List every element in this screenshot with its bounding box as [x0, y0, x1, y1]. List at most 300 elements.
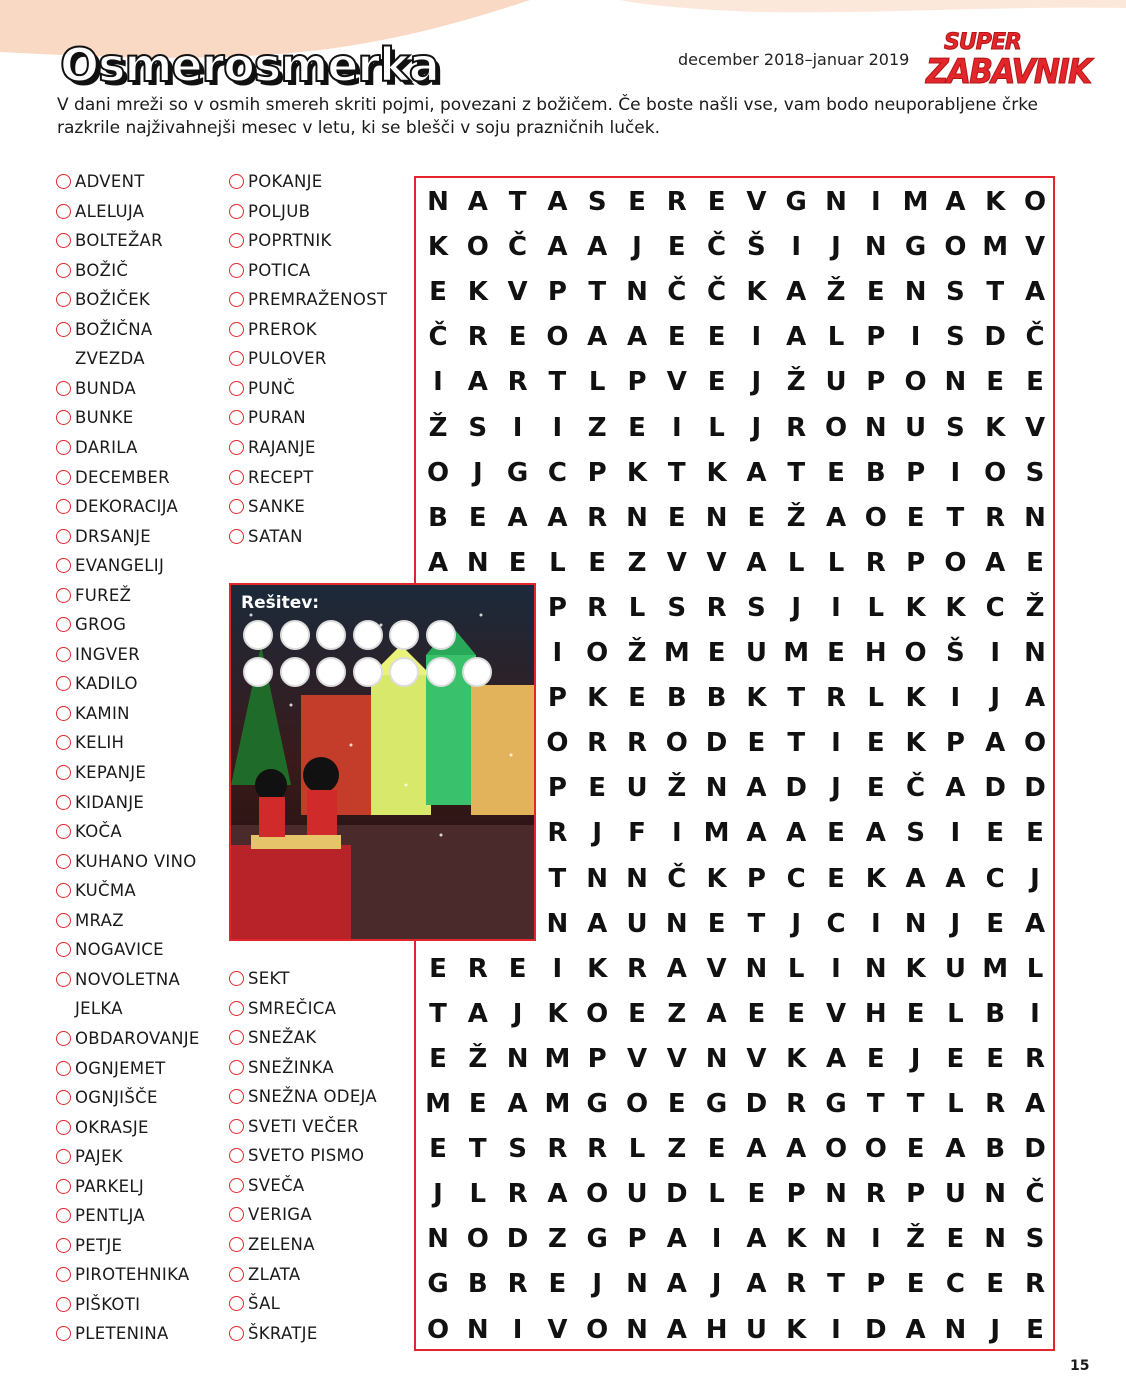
grid-letter[interactable]: K: [905, 953, 926, 984]
grid-letter[interactable]: S: [946, 322, 965, 353]
grid-letter[interactable]: E: [946, 1043, 965, 1074]
solution-letter-slot[interactable]: [389, 620, 419, 650]
grid-letter[interactable]: I: [870, 908, 881, 939]
grid-letter[interactable]: E: [628, 998, 646, 1029]
grid-letter[interactable]: P: [547, 592, 567, 623]
grid-letter[interactable]: V: [626, 1043, 648, 1074]
grid-letter[interactable]: D: [865, 1314, 887, 1345]
grid-letter[interactable]: Ž: [1025, 592, 1045, 623]
grid-letter[interactable]: A: [905, 1314, 926, 1345]
grid-letter[interactable]: V: [825, 998, 847, 1029]
grid-letter[interactable]: A: [825, 1043, 847, 1074]
grid-letter[interactable]: G: [825, 1089, 847, 1119]
grid-letter[interactable]: A: [1024, 1089, 1046, 1119]
word-checkbox[interactable]: [56, 174, 71, 189]
grid-letter[interactable]: U: [944, 953, 966, 984]
grid-letter[interactable]: L: [867, 683, 885, 714]
word-checkbox[interactable]: [229, 971, 244, 986]
grid-letter[interactable]: O: [824, 412, 848, 443]
grid-letter[interactable]: A: [985, 728, 1006, 759]
solution-letter-slot[interactable]: [316, 657, 346, 687]
word-checkbox[interactable]: [56, 263, 71, 278]
grid-letter[interactable]: E: [906, 1269, 925, 1300]
word-checkbox[interactable]: [229, 322, 244, 337]
word-checkbox[interactable]: [56, 1149, 71, 1164]
grid-letter[interactable]: U: [626, 773, 648, 804]
grid-letter[interactable]: M: [663, 638, 690, 668]
grid-letter[interactable]: Č: [1025, 322, 1045, 353]
grid-letter[interactable]: M: [544, 1043, 571, 1074]
grid-letter[interactable]: P: [866, 1269, 886, 1300]
grid-letter[interactable]: C: [826, 908, 846, 939]
grid-letter[interactable]: N: [705, 773, 728, 804]
grid-letter[interactable]: S: [587, 187, 607, 217]
grid-letter[interactable]: O: [944, 232, 967, 263]
grid-letter[interactable]: Z: [587, 412, 607, 443]
grid-letter[interactable]: N: [864, 412, 887, 443]
grid-letter[interactable]: E: [906, 998, 925, 1029]
grid-letter[interactable]: P: [627, 1224, 647, 1255]
solution-letter-slot[interactable]: [243, 620, 273, 650]
grid-letter[interactable]: A: [786, 277, 807, 308]
grid-letter[interactable]: N: [984, 1224, 1007, 1255]
grid-letter[interactable]: R: [786, 1089, 807, 1119]
grid-letter[interactable]: Č: [1025, 1179, 1045, 1210]
word-checkbox[interactable]: [229, 1178, 244, 1193]
grid-letter[interactable]: E: [906, 502, 925, 533]
grid-letter[interactable]: E: [429, 953, 447, 984]
word-checkbox[interactable]: [56, 1179, 71, 1194]
grid-letter[interactable]: R: [626, 728, 648, 759]
grid-letter[interactable]: A: [666, 1314, 687, 1345]
grid-letter[interactable]: R: [865, 547, 886, 578]
word-checkbox[interactable]: [56, 824, 71, 839]
grid-letter[interactable]: E: [1026, 547, 1044, 578]
grid-letter[interactable]: P: [906, 547, 926, 578]
grid-letter[interactable]: V: [706, 953, 727, 984]
word-checkbox[interactable]: [56, 440, 71, 455]
grid-letter[interactable]: R: [626, 953, 648, 984]
grid-letter[interactable]: Š: [747, 232, 766, 263]
grid-letter[interactable]: I: [433, 367, 443, 398]
grid-letter[interactable]: Z: [667, 1134, 687, 1165]
grid-letter[interactable]: N: [904, 277, 927, 308]
grid-letter[interactable]: I: [552, 953, 563, 984]
grid-letter[interactable]: A: [945, 773, 966, 804]
word-checkbox[interactable]: [229, 1119, 244, 1134]
grid-letter[interactable]: U: [825, 367, 847, 398]
word-checkbox[interactable]: [229, 1089, 244, 1104]
grid-letter[interactable]: N: [984, 1179, 1007, 1210]
grid-letter[interactable]: I: [910, 322, 921, 353]
grid-letter[interactable]: V: [507, 277, 528, 308]
grid-letter[interactable]: A: [1024, 683, 1046, 714]
grid-letter[interactable]: U: [905, 412, 927, 443]
grid-letter[interactable]: B: [467, 1269, 488, 1300]
grid-letter[interactable]: G: [904, 232, 927, 263]
grid-letter[interactable]: H: [705, 1314, 728, 1345]
grid-letter[interactable]: N: [825, 187, 847, 217]
word-checkbox[interactable]: [56, 1297, 71, 1312]
grid-letter[interactable]: A: [547, 1179, 568, 1210]
grid-letter[interactable]: R: [547, 1134, 568, 1165]
grid-letter[interactable]: A: [746, 1269, 767, 1300]
grid-letter[interactable]: R: [786, 412, 807, 443]
word-checkbox[interactable]: [56, 913, 71, 928]
grid-letter[interactable]: K: [786, 1043, 807, 1074]
grid-letter[interactable]: A: [706, 998, 727, 1029]
word-checkbox[interactable]: [229, 1237, 244, 1252]
grid-letter[interactable]: O: [466, 1224, 489, 1255]
grid-letter[interactable]: I: [950, 818, 961, 849]
grid-letter[interactable]: D: [785, 773, 807, 804]
grid-letter[interactable]: K: [905, 683, 926, 714]
grid-letter[interactable]: Z: [627, 547, 647, 578]
grid-letter[interactable]: L: [787, 953, 805, 984]
grid-letter[interactable]: O: [586, 1314, 609, 1345]
grid-letter[interactable]: K: [547, 998, 568, 1029]
grid-letter[interactable]: N: [825, 1224, 847, 1255]
grid-letter[interactable]: K: [865, 863, 886, 894]
grid-letter[interactable]: R: [467, 953, 488, 984]
grid-letter[interactable]: A: [746, 773, 767, 804]
grid-letter[interactable]: A: [626, 322, 648, 353]
grid-letter[interactable]: E: [667, 502, 686, 533]
word-checkbox[interactable]: [229, 204, 244, 219]
grid-letter[interactable]: E: [508, 322, 527, 353]
grid-letter[interactable]: E: [429, 277, 447, 308]
grid-letter[interactable]: L: [787, 547, 805, 578]
grid-letter[interactable]: J: [990, 683, 1001, 714]
grid-letter[interactable]: A: [905, 863, 926, 894]
grid-letter[interactable]: I: [831, 728, 841, 759]
grid-letter[interactable]: G: [785, 187, 807, 217]
grid-letter[interactable]: T: [787, 683, 806, 714]
grid-letter[interactable]: R: [825, 683, 847, 714]
grid-letter[interactable]: E: [866, 277, 885, 308]
grid-letter[interactable]: I: [831, 1314, 841, 1345]
grid-letter[interactable]: M: [703, 818, 730, 849]
grid-letter[interactable]: L: [867, 592, 885, 623]
grid-letter[interactable]: M: [902, 187, 929, 217]
grid-letter[interactable]: O: [586, 638, 609, 668]
grid-letter[interactable]: J: [831, 232, 841, 263]
grid-letter[interactable]: A: [467, 998, 488, 1029]
grid-letter[interactable]: T: [429, 998, 447, 1029]
grid-letter[interactable]: J: [751, 412, 762, 443]
solution-letter-slot[interactable]: [462, 657, 492, 687]
grid-letter[interactable]: A: [666, 1269, 687, 1300]
grid-letter[interactable]: E: [986, 367, 1005, 398]
grid-letter[interactable]: O: [864, 1134, 887, 1165]
grid-letter[interactable]: D: [984, 773, 1006, 804]
grid-letter[interactable]: E: [548, 1269, 567, 1300]
grid-letter[interactable]: R: [786, 1269, 807, 1300]
grid-letter[interactable]: C: [786, 863, 806, 894]
grid-letter[interactable]: E: [468, 502, 487, 533]
grid-letter[interactable]: N: [427, 1224, 449, 1255]
grid-letter[interactable]: E: [866, 1043, 885, 1074]
grid-letter[interactable]: I: [671, 412, 682, 443]
grid-letter[interactable]: I: [671, 818, 682, 849]
grid-letter[interactable]: E: [946, 1224, 965, 1255]
grid-letter[interactable]: A: [746, 818, 767, 849]
grid-letter[interactable]: B: [985, 998, 1006, 1029]
grid-letter[interactable]: L: [628, 1134, 646, 1165]
grid-letter[interactable]: T: [946, 502, 965, 533]
grid-letter[interactable]: Ž: [627, 638, 647, 668]
solution-letter-slot[interactable]: [280, 620, 310, 650]
grid-letter[interactable]: I: [552, 638, 563, 668]
grid-letter[interactable]: O: [426, 457, 450, 488]
grid-letter[interactable]: E: [628, 412, 646, 443]
grid-letter[interactable]: Č: [667, 277, 687, 308]
grid-letter[interactable]: T: [787, 457, 806, 488]
grid-letter[interactable]: Ž: [428, 412, 448, 443]
grid-letter[interactable]: J: [512, 998, 523, 1029]
grid-letter[interactable]: T: [548, 863, 567, 894]
grid-letter[interactable]: O: [904, 367, 927, 398]
word-checkbox[interactable]: [56, 1267, 71, 1282]
grid-letter[interactable]: E: [707, 187, 726, 217]
grid-letter[interactable]: H: [864, 638, 887, 668]
grid-letter[interactable]: E: [827, 818, 845, 849]
grid-letter[interactable]: K: [587, 953, 608, 984]
grid-letter[interactable]: R: [706, 592, 727, 623]
grid-letter[interactable]: O: [466, 232, 489, 263]
grid-letter[interactable]: T: [508, 187, 527, 217]
grid-letter[interactable]: U: [745, 1314, 767, 1345]
grid-letter[interactable]: I: [950, 457, 961, 488]
grid-letter[interactable]: R: [507, 1269, 528, 1300]
grid-letter[interactable]: A: [467, 187, 488, 217]
grid-letter[interactable]: U: [626, 1179, 648, 1210]
grid-letter[interactable]: V: [666, 1043, 687, 1074]
word-checkbox[interactable]: [56, 410, 71, 425]
grid-letter[interactable]: I: [512, 412, 523, 443]
grid-letter[interactable]: E: [508, 953, 527, 984]
grid-letter[interactable]: N: [626, 1314, 648, 1345]
grid-letter[interactable]: R: [587, 1134, 608, 1165]
grid-letter[interactable]: O: [904, 638, 927, 668]
grid-letter[interactable]: I: [831, 592, 841, 623]
grid-letter[interactable]: H: [864, 998, 887, 1029]
grid-letter[interactable]: L: [947, 998, 964, 1029]
grid-letter[interactable]: A: [547, 187, 568, 217]
word-checkbox[interactable]: [229, 263, 244, 278]
grid-letter[interactable]: I: [1030, 998, 1040, 1029]
grid-letter[interactable]: E: [707, 638, 726, 668]
word-checkbox[interactable]: [56, 292, 71, 307]
grid-letter[interactable]: N: [864, 953, 887, 984]
grid-letter[interactable]: Č: [508, 232, 528, 263]
grid-letter[interactable]: R: [587, 728, 608, 759]
grid-letter[interactable]: T: [866, 1089, 885, 1119]
grid-letter[interactable]: T: [747, 908, 766, 939]
grid-letter[interactable]: L: [549, 547, 566, 578]
grid-letter[interactable]: L: [588, 367, 606, 398]
grid-letter[interactable]: N: [506, 1043, 529, 1074]
word-checkbox[interactable]: [229, 351, 244, 366]
grid-letter[interactable]: V: [746, 187, 767, 217]
grid-letter[interactable]: A: [945, 1134, 966, 1165]
grid-letter[interactable]: P: [786, 1179, 806, 1210]
grid-letter[interactable]: A: [587, 322, 608, 353]
grid-letter[interactable]: D: [666, 1179, 688, 1210]
grid-letter[interactable]: J: [831, 773, 841, 804]
grid-letter[interactable]: S: [508, 1134, 527, 1165]
grid-letter[interactable]: P: [587, 457, 607, 488]
grid-letter[interactable]: M: [982, 953, 1009, 984]
grid-letter[interactable]: N: [586, 863, 609, 894]
grid-letter[interactable]: V: [746, 1043, 767, 1074]
grid-letter[interactable]: Č: [906, 773, 926, 804]
grid-letter[interactable]: R: [507, 1179, 528, 1210]
grid-letter[interactable]: J: [751, 367, 762, 398]
grid-letter[interactable]: E: [827, 863, 845, 894]
grid-letter[interactable]: Ž: [786, 502, 806, 533]
grid-letter[interactable]: A: [985, 547, 1006, 578]
grid-letter[interactable]: Č: [428, 322, 448, 353]
solution-letter-slot[interactable]: [243, 657, 273, 687]
word-checkbox[interactable]: [56, 647, 71, 662]
grid-letter[interactable]: D: [506, 1224, 529, 1255]
grid-letter[interactable]: A: [746, 1224, 767, 1255]
grid-letter[interactable]: R: [666, 187, 687, 217]
grid-letter[interactable]: R: [1024, 1043, 1046, 1074]
grid-letter[interactable]: N: [626, 863, 648, 894]
grid-letter[interactable]: I: [990, 638, 1001, 668]
grid-letter[interactable]: I: [711, 1224, 722, 1255]
word-checkbox[interactable]: [56, 588, 71, 603]
word-checkbox[interactable]: [229, 1296, 244, 1311]
grid-letter[interactable]: A: [467, 367, 488, 398]
grid-letter[interactable]: S: [667, 592, 687, 623]
grid-letter[interactable]: J: [990, 1314, 1001, 1345]
grid-letter[interactable]: J: [433, 1179, 443, 1210]
grid-letter[interactable]: L: [628, 592, 646, 623]
grid-letter[interactable]: I: [870, 1224, 881, 1255]
grid-letter[interactable]: A: [825, 502, 847, 533]
grid-letter[interactable]: S: [1025, 457, 1045, 488]
word-checkbox[interactable]: [229, 1030, 244, 1045]
grid-letter[interactable]: V: [666, 547, 687, 578]
word-checkbox[interactable]: [229, 381, 244, 396]
grid-letter[interactable]: R: [587, 592, 608, 623]
word-checkbox[interactable]: [229, 1326, 244, 1341]
grid-letter[interactable]: L: [469, 1179, 487, 1210]
grid-letter[interactable]: A: [1024, 908, 1046, 939]
grid-letter[interactable]: A: [945, 187, 966, 217]
word-checkbox[interactable]: [56, 795, 71, 810]
grid-letter[interactable]: K: [626, 457, 648, 488]
grid-letter[interactable]: D: [984, 322, 1006, 353]
grid-letter[interactable]: D: [1024, 773, 1046, 804]
grid-letter[interactable]: F: [628, 818, 646, 849]
solution-letter-slot[interactable]: [389, 657, 419, 687]
solution-letter-slot[interactable]: [353, 620, 383, 650]
grid-letter[interactable]: N: [944, 1314, 967, 1345]
grid-letter[interactable]: L: [827, 547, 845, 578]
grid-letter[interactable]: Z: [667, 998, 687, 1029]
grid-letter[interactable]: T: [468, 1134, 487, 1165]
grid-letter[interactable]: N: [745, 953, 768, 984]
grid-letter[interactable]: D: [745, 1089, 768, 1119]
grid-letter[interactable]: A: [507, 1089, 528, 1119]
grid-letter[interactable]: E: [866, 728, 885, 759]
grid-letter[interactable]: E: [866, 773, 885, 804]
grid-letter[interactable]: A: [746, 457, 767, 488]
word-checkbox[interactable]: [56, 883, 71, 898]
grid-letter[interactable]: S: [946, 412, 965, 443]
word-checkbox[interactable]: [229, 499, 244, 514]
grid-letter[interactable]: N: [626, 1269, 648, 1300]
grid-letter[interactable]: L: [708, 412, 725, 443]
grid-letter[interactable]: E: [667, 322, 686, 353]
solution-letter-slot[interactable]: [353, 657, 383, 687]
solution-letter-slot[interactable]: [316, 620, 346, 650]
grid-letter[interactable]: E: [827, 457, 845, 488]
grid-letter[interactable]: T: [588, 277, 607, 308]
grid-letter[interactable]: A: [666, 1224, 687, 1255]
grid-letter[interactable]: O: [665, 728, 688, 759]
grid-letter[interactable]: K: [746, 683, 767, 714]
grid-letter[interactable]: Č: [707, 277, 727, 308]
grid-letter[interactable]: B: [985, 1134, 1006, 1165]
grid-letter[interactable]: S: [747, 592, 766, 623]
grid-letter[interactable]: A: [746, 547, 767, 578]
grid-letter[interactable]: R: [467, 322, 488, 353]
grid-letter[interactable]: C: [945, 1269, 965, 1300]
grid-letter[interactable]: K: [786, 1224, 807, 1255]
word-checkbox[interactable]: [56, 854, 71, 869]
grid-letter[interactable]: M: [783, 638, 810, 668]
grid-letter[interactable]: A: [587, 232, 608, 263]
grid-letter[interactable]: K: [427, 232, 449, 263]
grid-letter[interactable]: P: [945, 728, 965, 759]
grid-letter[interactable]: E: [707, 367, 726, 398]
grid-letter[interactable]: N: [864, 232, 887, 263]
grid-letter[interactable]: L: [1026, 953, 1044, 984]
word-checkbox[interactable]: [56, 1120, 71, 1135]
grid-letter[interactable]: Ž: [667, 773, 687, 804]
grid-letter[interactable]: E: [588, 547, 607, 578]
grid-letter[interactable]: B: [865, 457, 886, 488]
grid-letter[interactable]: U: [626, 908, 648, 939]
grid-letter[interactable]: A: [865, 818, 886, 849]
grid-letter[interactable]: N: [546, 908, 569, 939]
grid-letter[interactable]: P: [906, 457, 926, 488]
grid-letter[interactable]: E: [986, 818, 1005, 849]
grid-letter[interactable]: P: [866, 322, 886, 353]
word-checkbox[interactable]: [56, 529, 71, 544]
grid-letter[interactable]: V: [666, 367, 687, 398]
grid-letter[interactable]: O: [984, 457, 1007, 488]
grid-letter[interactable]: P: [627, 367, 647, 398]
grid-letter[interactable]: D: [1024, 1134, 1046, 1165]
grid-letter[interactable]: K: [945, 592, 966, 623]
grid-letter[interactable]: O: [824, 1134, 848, 1165]
grid-letter[interactable]: K: [706, 457, 727, 488]
word-checkbox[interactable]: [56, 765, 71, 780]
grid-letter[interactable]: S: [1025, 1224, 1045, 1255]
grid-letter[interactable]: R: [587, 502, 608, 533]
word-checkbox[interactable]: [56, 233, 71, 248]
grid-letter[interactable]: E: [1026, 367, 1044, 398]
grid-letter[interactable]: E: [468, 1089, 487, 1119]
grid-letter[interactable]: Š: [946, 638, 965, 668]
grid-letter[interactable]: R: [547, 818, 568, 849]
